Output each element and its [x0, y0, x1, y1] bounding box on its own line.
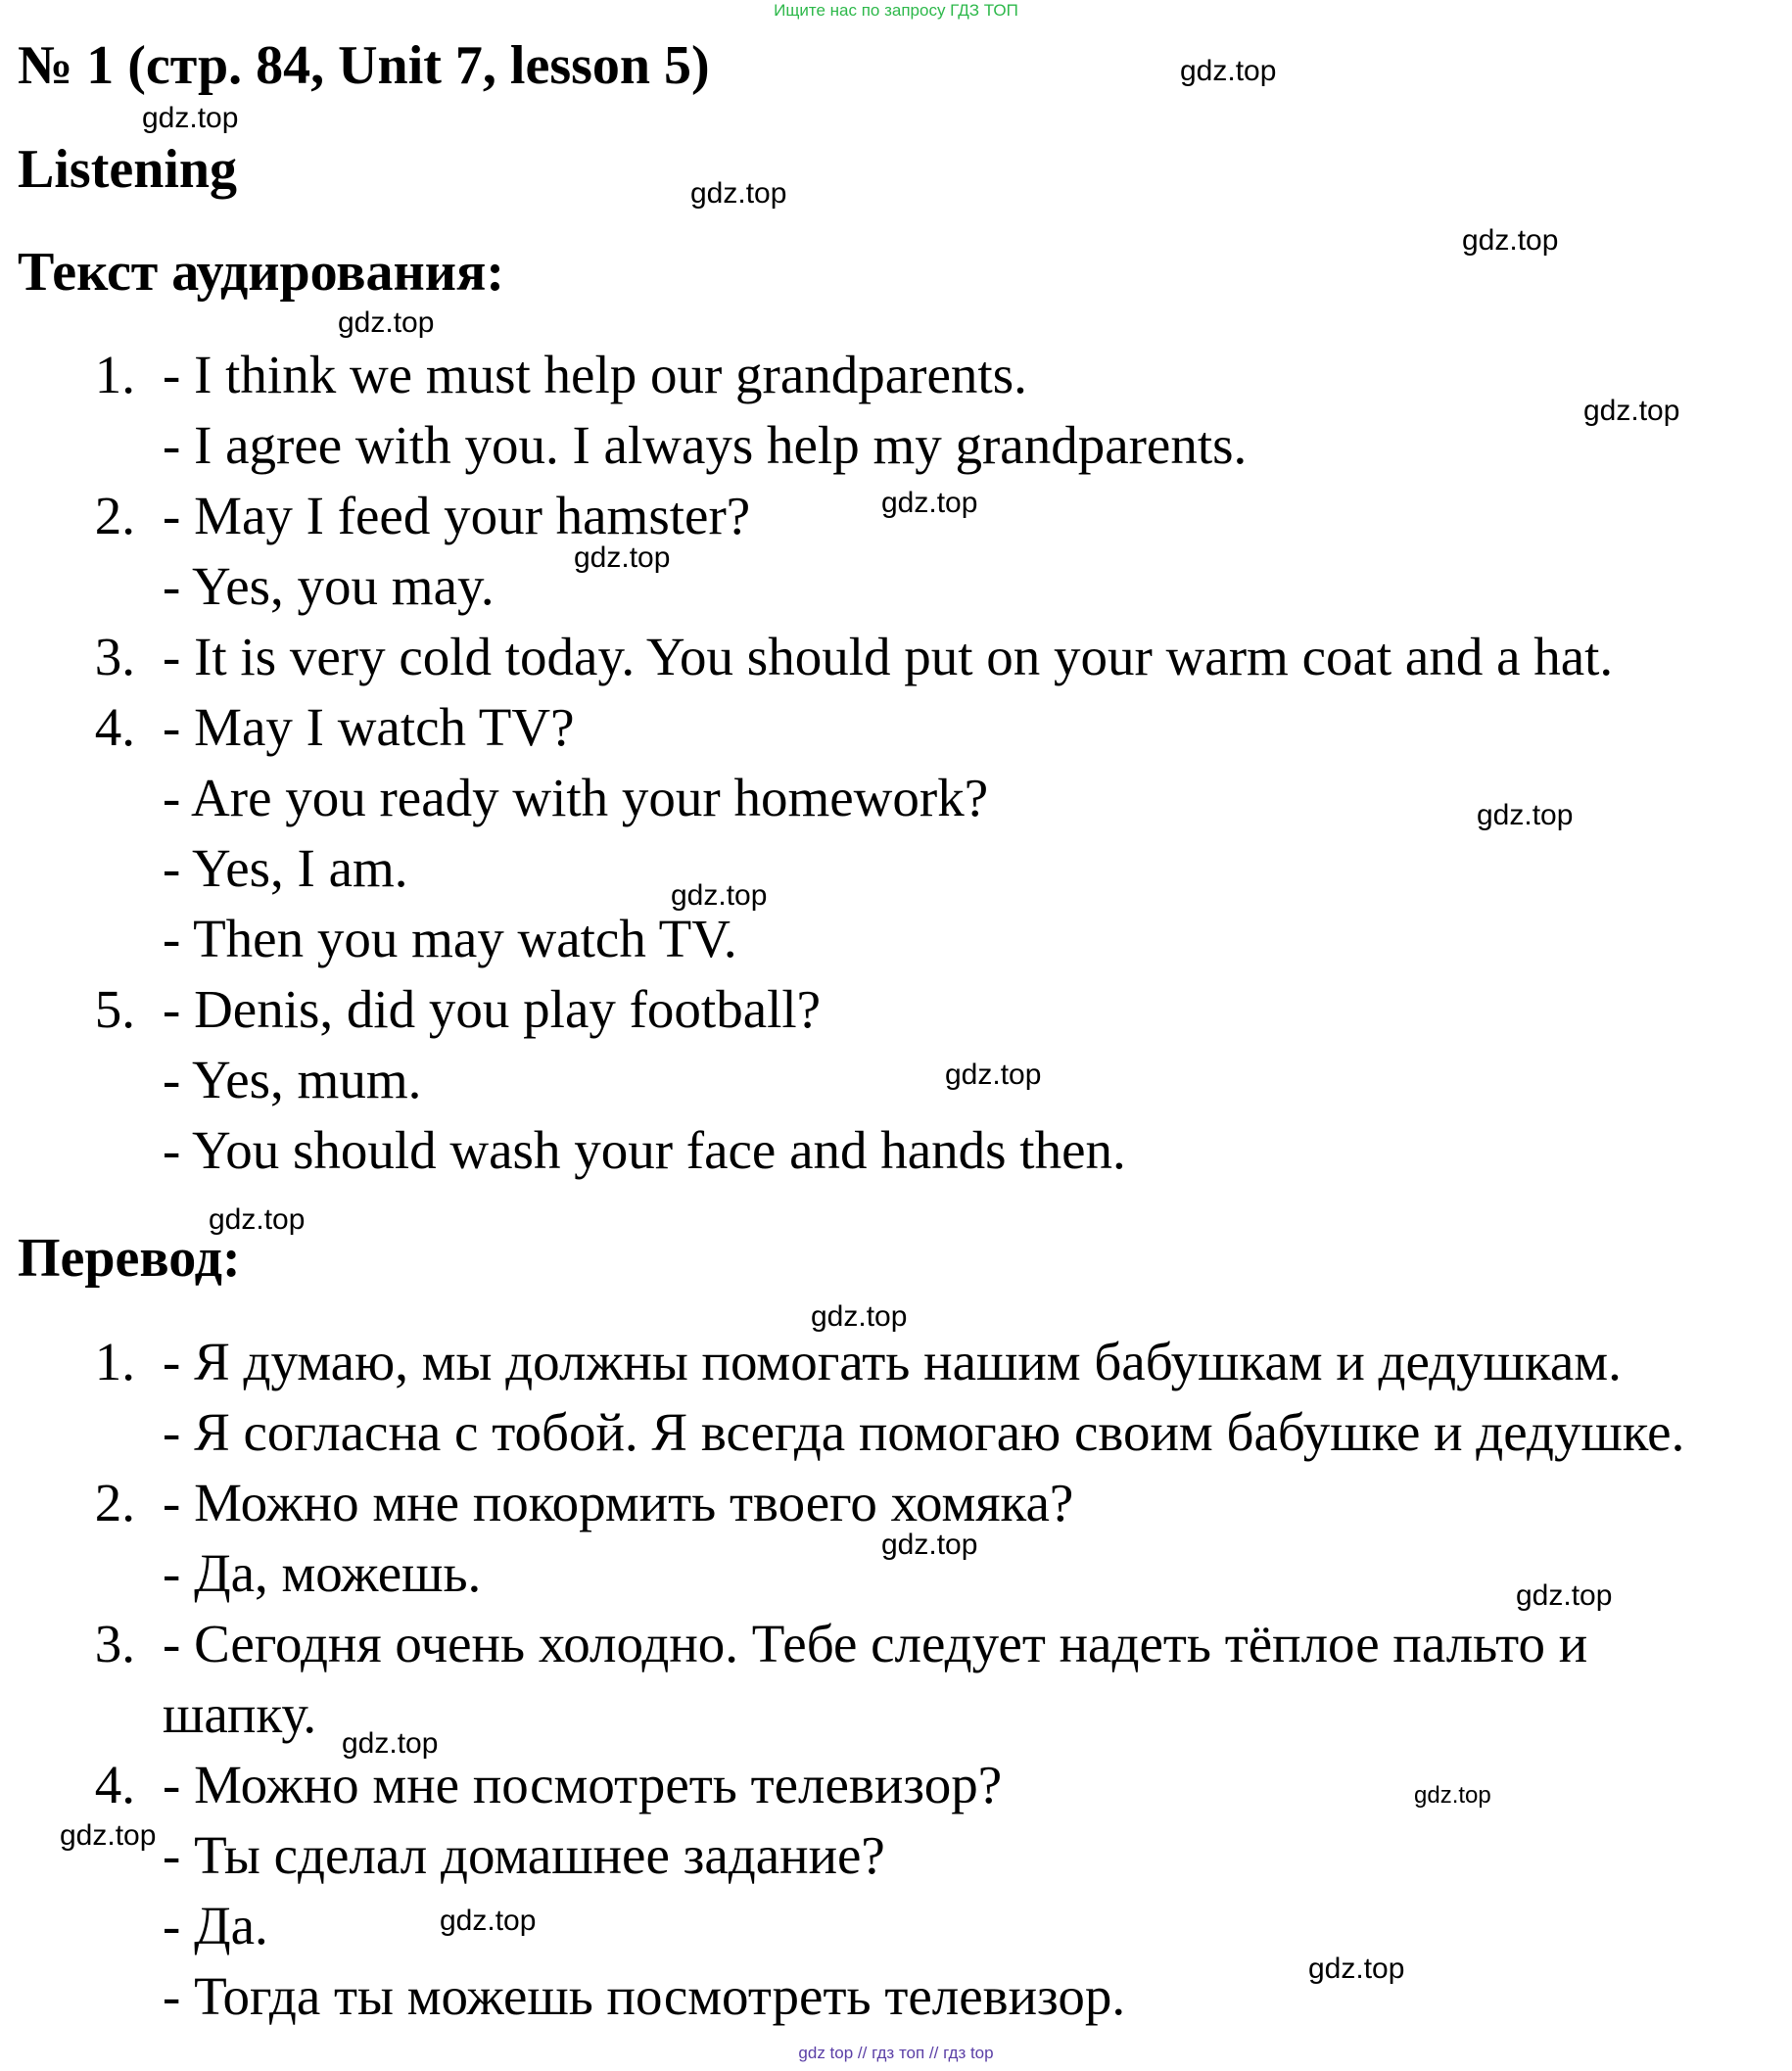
listening-item-5-line-1: - Denis, did you play football? — [163, 979, 822, 1039]
watermark: gdz.top — [1477, 799, 1574, 831]
page-title: № 1 (стр. 84, Unit 7, lesson 5) — [18, 35, 710, 96]
listening-item-2-number: 2. — [94, 486, 135, 545]
listening-item-3-number: 3. — [94, 627, 135, 686]
watermark: gdz.top — [574, 541, 671, 574]
translation-item-3-number: 3. — [94, 1614, 135, 1673]
watermark: gdz.top — [1516, 1579, 1613, 1612]
translation-item-2-number: 2. — [94, 1473, 135, 1532]
translation-item-4-line-1: - Можно мне посмотреть телевизор? — [163, 1755, 1003, 1814]
watermark: gdz.top — [1180, 55, 1277, 87]
translation-item-3-line-2: шапку. — [163, 1684, 317, 1744]
watermark: gdz.top — [1308, 1953, 1405, 1985]
listening-item-4-number: 4. — [94, 697, 135, 757]
translation-item-2-line-1: - Можно мне покормить твоего хомяка? — [163, 1473, 1074, 1532]
listening-item-2-line-1: - May I feed your hamster? — [163, 486, 751, 545]
listening-item-1-line-1: - I think we must help our grandparents. — [163, 345, 1027, 404]
watermark: gdz.top — [671, 879, 768, 912]
top-banner: Ищите нас по запросу ГДЗ ТОП — [774, 1, 1018, 20]
watermark: gdz.top — [342, 1727, 439, 1760]
listening-item-1-line-2: - I agree with you. I always help my grandparents. — [163, 415, 1248, 475]
watermark: gdz.top — [60, 1819, 157, 1852]
watermark: gdz.top — [440, 1905, 537, 1937]
watermark: gdz.top — [209, 1203, 306, 1236]
listening-item-4-line-1: - May I watch TV? — [163, 697, 575, 757]
footer-text: gdz top // гдз топ // гдз top — [798, 2044, 994, 2062]
listening-item-4-line-3: - Yes, I am. — [163, 838, 408, 898]
translation-item-4-number: 4. — [94, 1755, 135, 1814]
watermark: gdz.top — [338, 306, 435, 339]
watermark: gdz.top — [881, 1529, 978, 1561]
watermark: gdz.top — [1462, 224, 1559, 257]
watermark: gdz.top — [811, 1300, 908, 1333]
translation-item-4-line-2: - Ты сделал домашнее задание? — [163, 1825, 885, 1885]
listening-item-1-number: 1. — [94, 345, 135, 404]
listening-item-5-line-2: - Yes, mum. — [163, 1050, 422, 1109]
listening-item-5-line-3: - You should wash your face and hands then. — [163, 1120, 1126, 1180]
watermark: gdz.top — [142, 102, 239, 134]
translation-item-3-line-1: - Сегодня очень холодно. Тебе следует надеть тёплое пальто и — [163, 1614, 1588, 1673]
watermark: gdz.top — [690, 177, 787, 210]
watermark: gdz.top — [1583, 395, 1680, 427]
translation-item-4-line-3: - Да. — [163, 1896, 268, 1955]
translation-heading: Перевод: — [18, 1228, 241, 1289]
listening-heading: Listening — [18, 139, 238, 200]
translation-item-1-line-1: - Я думаю, мы должны помогать нашим бабушкам и дедушкам. — [163, 1332, 1622, 1391]
watermark: gdz.top — [945, 1059, 1042, 1091]
translation-item-4-line-4: - Тогда ты можешь посмотреть телевизор. — [163, 1966, 1126, 2026]
translation-item-2-line-2: - Да, можешь. — [163, 1543, 482, 1603]
watermark: gdz.top — [881, 487, 978, 519]
translation-item-1-line-2: - Я согласна с тобой. Я всегда помогаю своим бабушке и дедушке. — [163, 1402, 1685, 1462]
watermark: gdz.top — [1414, 1782, 1491, 1809]
listening-item-3-line-1: - It is very cold today. You should put on your warm coat and a hat. — [163, 627, 1614, 686]
listening-item-2-line-2: - Yes, you may. — [163, 556, 495, 616]
listening-subheading: Текст аудирования: — [18, 242, 504, 303]
translation-item-1-number: 1. — [94, 1332, 135, 1391]
listening-item-4-line-2: - Are you ready with your homework? — [163, 768, 989, 827]
listening-item-4-line-4: - Then you may watch TV. — [163, 909, 737, 968]
listening-item-5-number: 5. — [94, 979, 135, 1039]
